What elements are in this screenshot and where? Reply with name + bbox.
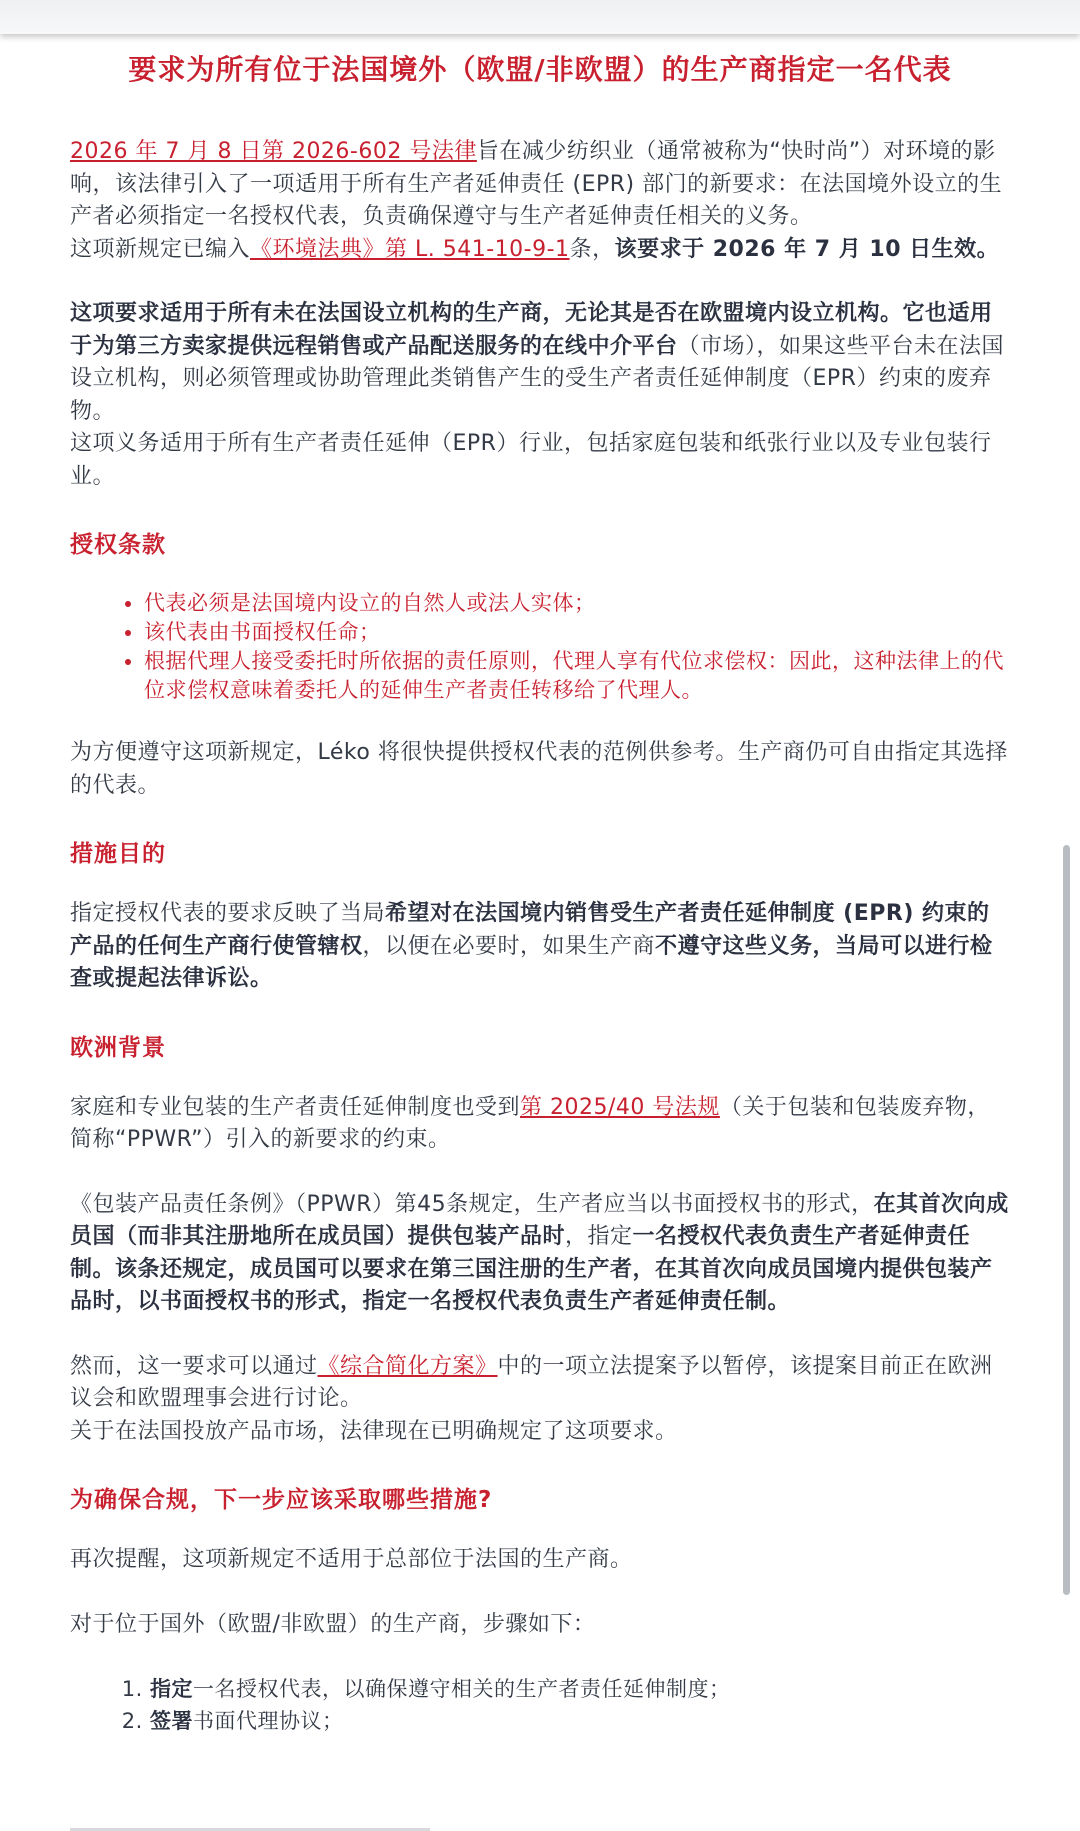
- intro-paragraph: [70, 136, 1010, 266]
- scope-paragraph: [70, 298, 1010, 493]
- ppwr-bold-2: 一名授权代表负责生产者延伸责任制。该条还规定，成员国可以要求在第三国注册的生产者，在其首次向成员国境内提供包装产品时，以书面授权书的形式，指定一名授权代表负责生产者延伸责任制。: [70, 1224, 993, 1314]
- effective-date: 该要求于 2026 年 7 月 10 日生效。: [614, 236, 1000, 262]
- list-item: • 该代表由书面授权任命；: [144, 618, 1010, 647]
- intro-text-2: 这项新规定已编入: [70, 236, 251, 262]
- scrollbar[interactable]: [1063, 845, 1070, 1595]
- purpose-bold: 希望对在法国境内销售受生产者责任延伸制度 (EPR) 约束的产品的任何生产商行使管辖权: [70, 901, 990, 959]
- europe-paragraph-3: [70, 1351, 1010, 1449]
- law-link[interactable]: 2026 年 7 月 8 日第 2026-602 号法律: [70, 139, 477, 164]
- step-verb: 签署: [150, 1709, 193, 1733]
- list-item: [150, 1705, 1010, 1737]
- omnibus-text: 然而，这一要求可以通过: [70, 1353, 318, 1379]
- regulation-link[interactable]: 第 2025/40 号法规: [520, 1094, 720, 1120]
- article-content: [70, 50, 1010, 1737]
- browser-top-bar: [0, 0, 1080, 34]
- step-text: 一名授权代表，以确保遵守相关的生产者责任延伸制度；: [193, 1677, 731, 1701]
- step-verb: 指定: [150, 1677, 193, 1701]
- omnibus-link[interactable]: 《综合简化方案》: [317, 1353, 498, 1379]
- purpose-heading: 措施目的: [70, 841, 166, 867]
- europe-heading: 欧洲背景: [70, 1034, 166, 1061]
- europe-paragraph-1: [70, 1092, 1010, 1157]
- france-market-text: 关于在法国投放产品市场，法律现在已明确规定了这项要求。: [70, 1418, 678, 1444]
- europe-paragraph-2: [70, 1189, 1010, 1319]
- next-steps-heading: 为确保合规，下一步应该采取哪些措施?: [70, 1487, 493, 1513]
- ppwr-text: 《包装产品责任条例》（PPWR）第45条规定，生产者应当以书面授权书的形式，: [70, 1191, 874, 1217]
- steps-list: [70, 1673, 1010, 1737]
- list-item: • 代表必须是法国境内设立的自然人或法人实体；: [144, 589, 1010, 618]
- intro-text: 旨在减少纺织业（通常被称为“快时尚”）对环境的影响，该法律引入了一项适用于所有生产者延伸责任 (EPR) 部门的新要求：在法国境外设立的生产者必须指定一名授权代表，负责确保遵守与生产者延伸责任相关的义务。: [70, 139, 1003, 229]
- leko-note: 为方便遵守这项新规定，Léko 将很快提供授权代表的范例供参考。生产商仍可自由指定其选择的代表。: [70, 740, 1008, 798]
- europe-text-2: （关于包装和包装废弃物，简称“PPWR”）引入的新要求的约束。: [70, 1094, 990, 1152]
- list-item: [150, 1673, 1010, 1705]
- purpose-bold-2: 不遵守这些义务，当局可以进行检查或提起法律诉讼。: [70, 933, 993, 991]
- reminder-text: 再次提醒，这项新规定不适用于总部位于法国的生产商。: [70, 1547, 633, 1572]
- authorization-heading: 授权条款: [70, 532, 166, 558]
- scope-text: （市场），如果这些平台未在法国设立机构，则必须管理或协助管理此类销售产生的受生产者责任延伸制度（EPR）约束的废弃物。: [70, 333, 1005, 424]
- list-item: • 根据代理人接受委托时所依据的责任原则，代理人享有代位求偿权：因此，这种法律上的代位求偿权意味着委托人的延伸生产者责任转移给了代理人。: [144, 647, 1010, 705]
- scope-bold: 这项要求适用于所有未在法国设立机构的生产商，无论其是否在欧盟境内设立机构。它也适用于为第三方卖家提供远程销售或产品配送服务的在线中介平台: [70, 301, 993, 359]
- page-title: 要求为所有位于法国境外（欧盟/非欧盟）的生产商指定一名代表: [128, 53, 952, 86]
- environment-code-link[interactable]: 《环境法典》第 L. 541-10-9-1: [250, 236, 570, 262]
- omnibus-text-2: 中的一项立法提案予以暂停，该提案目前正在欧洲议会和欧盟理事会进行讨论。: [70, 1353, 993, 1411]
- ppwr-text-2: ，指定: [565, 1224, 633, 1249]
- step-text: 书面代理协议；: [193, 1709, 344, 1733]
- europe-text: 家庭和专业包装的生产者责任延伸制度也受到: [70, 1094, 521, 1120]
- authorization-list: [70, 589, 1010, 705]
- steps-intro: 对于位于国外（欧盟/非欧盟）的生产商，步骤如下：: [70, 1611, 596, 1637]
- purpose-text: 指定授权代表的要求反映了当局: [70, 901, 386, 926]
- scope-text-2: 这项义务适用于所有生产者责任延伸（EPR）行业，包括家庭包装和纸张行业以及专业包装行业。: [70, 431, 992, 489]
- purpose-paragraph: [70, 898, 1010, 996]
- ppwr-bold: 在其首次向成员国（而非其注册地所在成员国）提供包装产品时: [70, 1191, 1009, 1249]
- purpose-text-2: ，以便在必要时，如果生产商: [362, 933, 656, 959]
- intro-text-3: 条，: [569, 236, 615, 262]
